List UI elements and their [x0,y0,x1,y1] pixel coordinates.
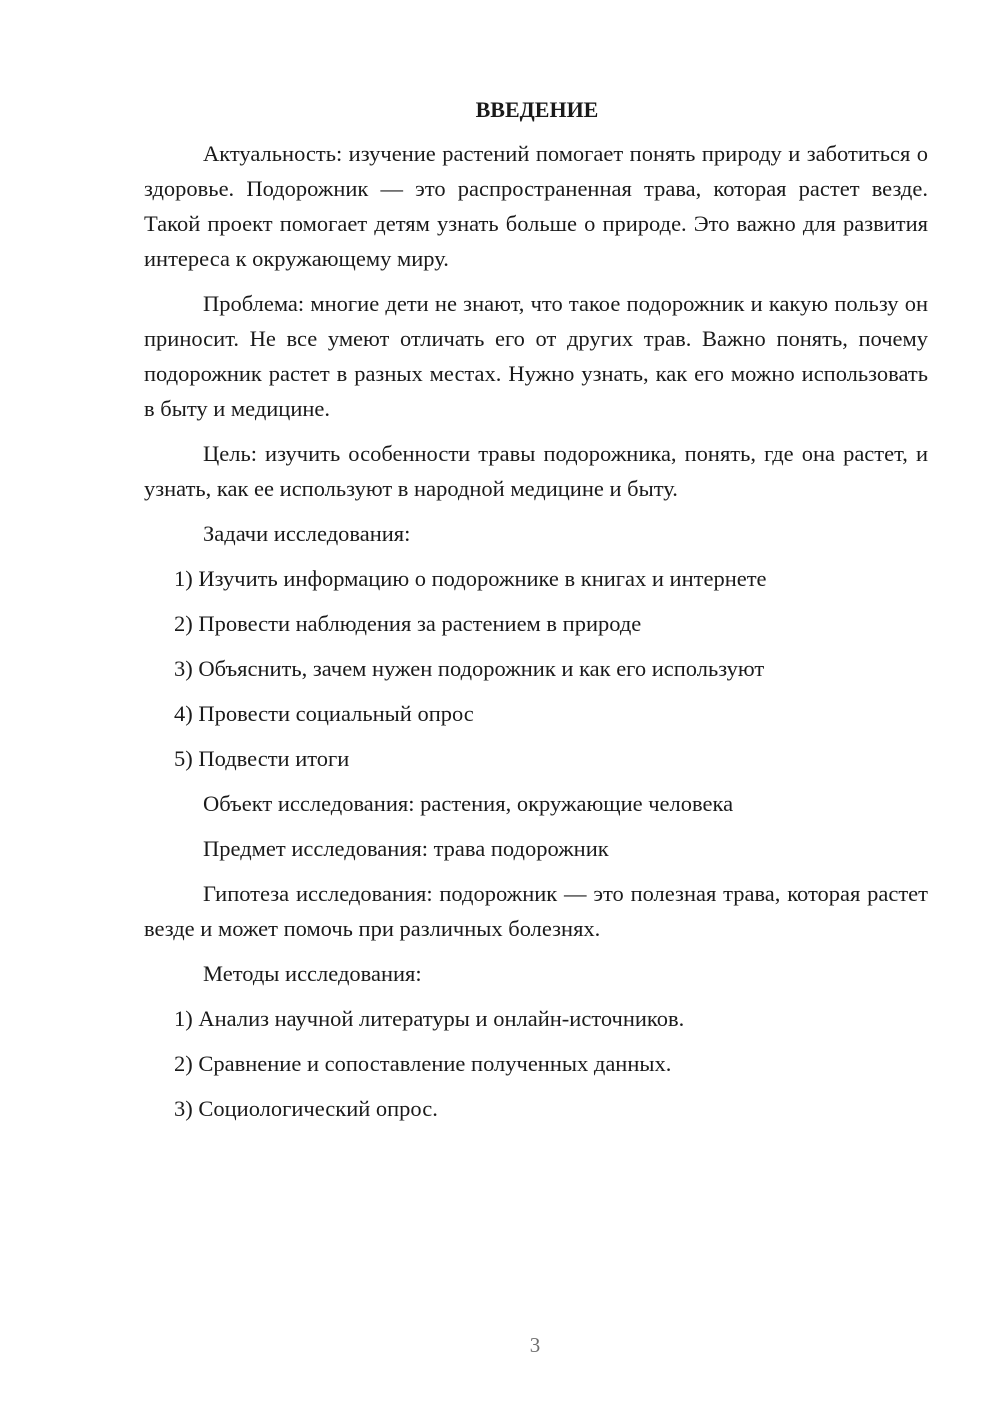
section-heading: ВВЕДЕНИЕ [475,97,599,122]
page-number: 3 [529,1333,541,1357]
goal-paragraph: Цель: изучить особенности травы подорожника, понять, где она растет, и узнать, как ее используют в народной медицине и быту. [144,441,928,501]
tasks-label: Задачи исследования: [203,521,411,546]
methods-label: Методы исследования: [203,961,422,986]
research-subject: Предмет исследования: трава подорожник [203,836,609,861]
hypothesis-paragraph: Гипотеза исследования: подорожник — это полезная трава, которая растет везде и может помочь при различных болезнях. [144,881,928,941]
task-item-5: 5) Подвести итоги [174,746,350,771]
task-item-2: 2) Провести наблюдения за растением в природе [174,611,642,636]
task-item-1: 1) Изучить информацию о подорожнике в книгах и интернете [174,566,767,591]
task-item-3: 3) Объяснить, зачем нужен подорожник и как его используют [174,656,765,681]
method-item-2: 2) Сравнение и сопоставление полученных данных. [174,1051,672,1076]
task-item-4: 4) Провести социальный опрос [174,701,474,726]
document-body [144,94,928,1136]
method-item-1: 1) Анализ научной литературы и онлайн-источников. [174,1006,685,1031]
method-item-3: 3) Социологический опрос. [174,1096,438,1121]
problem-paragraph: Проблема: многие дети не знают, что такое подорожник и какую пользу он приносит. Не все умеют отличать его от других трав. Важно понять, почему подорожник растет в разных местах. Нужно узнать, как его можно использовать в быту и медицине. [144,291,928,421]
relevance-paragraph: Актуальность: изучение растений помогает понять природу и заботиться о здоровье. Подорожник — это распространенная трава, которая растет везде. Такой проект помогает детям узнать больше о природе. Это важно для развития интереса к окружающему миру. [144,141,928,271]
research-object: Объект исследования: растения, окружающие человека [203,791,734,816]
